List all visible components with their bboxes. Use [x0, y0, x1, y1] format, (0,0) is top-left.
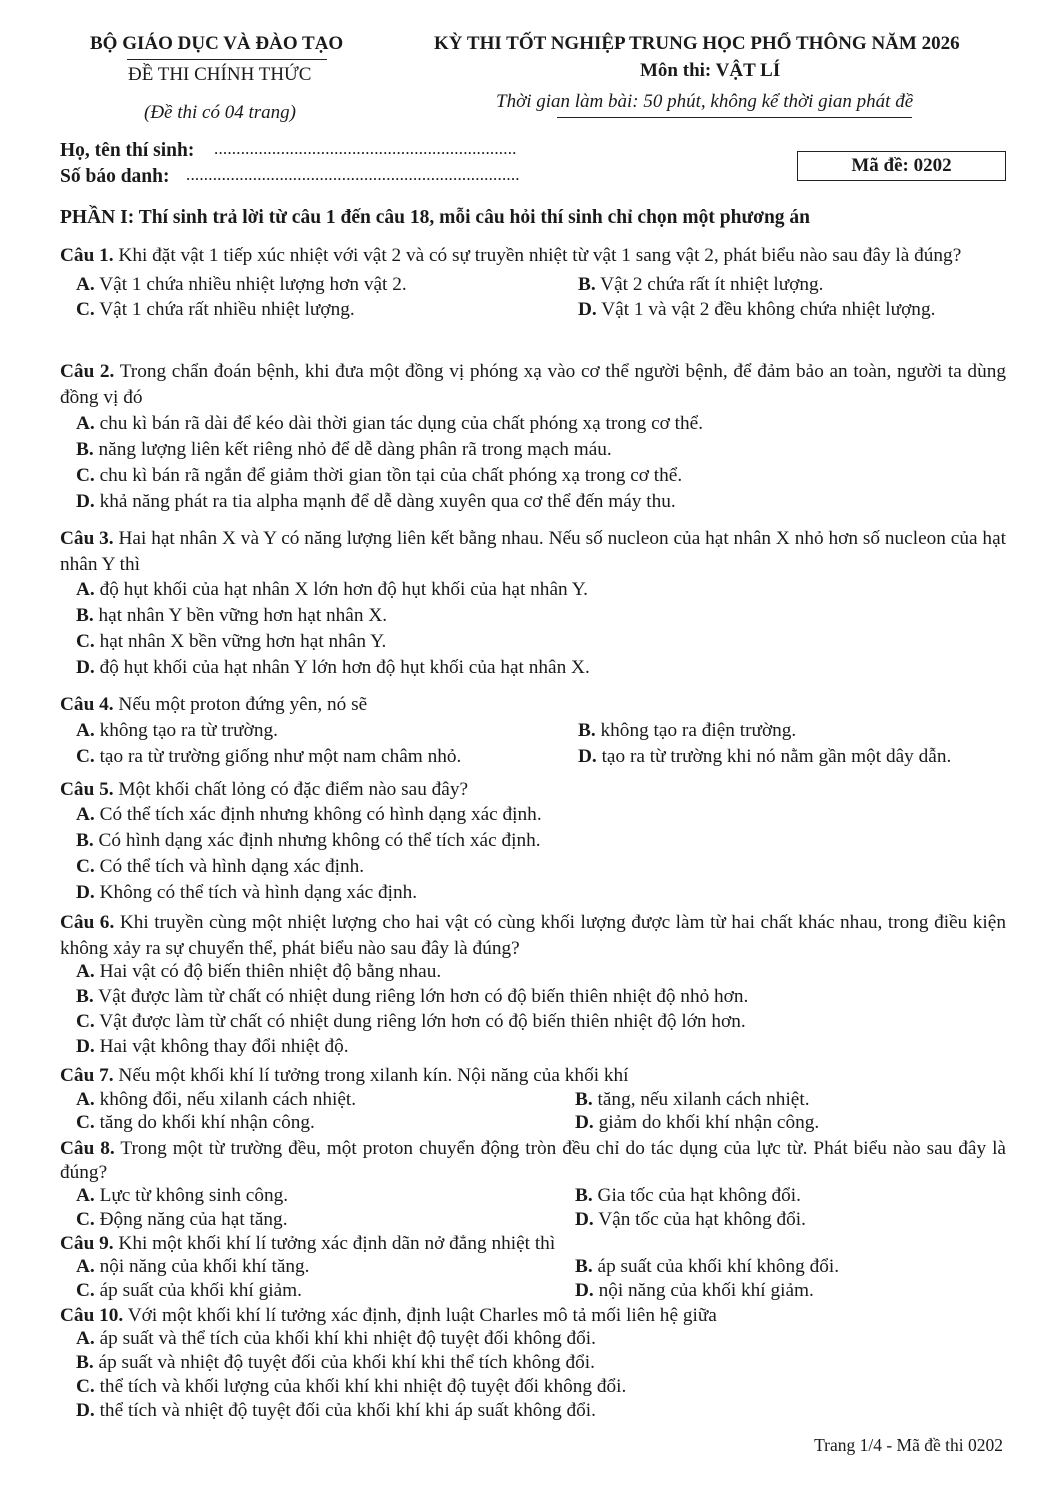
option-a: A. không đổi, nếu xilanh cách nhiệt. [76, 1088, 357, 1110]
question-number: Câu 3. [60, 528, 114, 549]
option-d: D. tạo ra từ trường khi nó nằm gần một dây dẫn. [578, 745, 952, 767]
section-heading: PHẦN I: Thí sinh trả lời từ câu 1 đến câu 18, mỗi câu hỏi thí sinh chỉ chọn một phương án [60, 207, 811, 228]
question-number: Câu 10. [60, 1305, 124, 1326]
pages-note: (Đề thi có 04 trang) [144, 102, 296, 123]
option-a: A. Lực từ không sinh công. [76, 1185, 289, 1206]
option-c: C. Có thể tích và hình dạng xác định. [76, 855, 365, 877]
option-a: A. áp suất và thể tích của khối khí khi nhiệt độ tuyệt đối không đổi. [76, 1328, 596, 1349]
question-number: Câu 1. [60, 245, 114, 266]
option-a: A. nội năng của khối khí tăng. [76, 1256, 310, 1277]
option-c: C. thể tích và khối lượng của khối khí khi nhiệt độ tuyệt đối không đổi. [76, 1376, 627, 1397]
option-d: D. Không có thể tích và hình dạng xác định. [76, 881, 418, 903]
option-d: D. nội năng của khối khí giảm. [575, 1280, 814, 1301]
exam-title: KỲ THI TỐT NGHIỆP TRUNG HỌC PHỔ THÔNG NĂM 2026 [434, 33, 960, 54]
exam-code-box: Mã đề: 0202 [797, 151, 1006, 181]
option-b: B. tăng, nếu xilanh cách nhiệt. [575, 1088, 810, 1110]
question-text: Nếu một proton đứng yên, nó sẽ [118, 694, 368, 715]
candidate-id-label: Số báo danh: [60, 166, 170, 187]
option-b: B. năng lượng liên kết riêng nhỏ để dễ dàng phân rã trong mạch máu. [76, 439, 612, 460]
question-number: Câu 6. [60, 912, 115, 933]
question-9 [60, 1232, 1006, 1301]
option-d: D. Vật 1 và vật 2 đều không chứa nhiệt lượng. [578, 298, 936, 320]
option-a: A. không tạo ra từ trường. [76, 719, 278, 741]
option-a: A. độ hụt khối của hạt nhân X lớn hơn độ hụt khối của hạt nhân Y. [76, 579, 589, 600]
question-4 [60, 692, 1006, 767]
question-8 [60, 1137, 1006, 1230]
option-a: A. Có thể tích xác định nhưng không có hình dạng xác định. [76, 803, 542, 825]
ministry-name: BỘ GIÁO DỤC VÀ ĐÀO TẠO [90, 33, 344, 54]
question-2 [60, 359, 1006, 512]
question-text: Trong chẩn đoán bệnh, khi đưa một đồng vị phóng xạ vào cơ thể người bệnh, để đảm bảo an toàn, người ta dùng đồng vị đó [60, 361, 1006, 408]
option-b: B. không tạo ra điện trường. [578, 719, 797, 741]
option-d: D. Hai vật không thay đổi nhiệt độ. [76, 1036, 349, 1057]
option-b: B. Có hình dạng xác định nhưng không có thể tích xác định. [76, 829, 541, 851]
option-b: B. áp suất và nhiệt độ tuyệt đối của khối khí khi thể tích không đổi. [76, 1352, 595, 1373]
option-c: C. tăng do khối khí nhận công. [76, 1111, 315, 1133]
option-c: C. áp suất của khối khí giảm. [76, 1280, 302, 1301]
question-number: Câu 9. [60, 1233, 114, 1254]
option-d: D. giảm do khối khí nhận công. [575, 1111, 820, 1133]
option-b: B. Vật 2 chứa rất ít nhiệt lượng. [578, 273, 824, 295]
question-number: Câu 4. [60, 694, 114, 715]
option-b: B. áp suất của khối khí không đổi. [575, 1256, 840, 1277]
page-footer: Trang 1/4 - Mã đề thi 0202 [814, 1435, 1003, 1455]
question-text: Hai hạt nhân X và Y có năng lượng liên kết bằng nhau. Nếu số nucleon của hạt nhân X nhỏ hơn số nucleon của hạt nhân Y thì [60, 528, 1006, 575]
question-number: Câu 5. [60, 779, 114, 800]
ministry-underline [127, 59, 327, 60]
question-number: Câu 7. [60, 1065, 114, 1086]
question-text: Một khối chất lỏng có đặc điểm nào sau đây? [118, 779, 469, 800]
subject: Môn thi: VẬT LÍ [640, 60, 781, 81]
question-text: Khi đặt vật 1 tiếp xúc nhiệt với vật 2 và có sự truyền nhiệt từ vật 1 sang vật 2, phát biểu nào sau đây là đúng? [118, 245, 962, 266]
question-text: Trong một từ trường đều, một proton chuyển động tròn đều chỉ do tác dụng của lực từ. Phát biểu nào sau đây là đúng? [60, 1138, 1006, 1183]
question-text: Khi truyền cùng một nhiệt lượng cho hai vật có cùng khối lượng được làm từ hai chất khác nhau, trong điều kiện không xảy ra sự chuyển thể, phát biểu nào sau đây là đúng? [60, 912, 1006, 959]
question-1 [60, 243, 1006, 320]
option-d: D. độ hụt khối của hạt nhân Y lớn hơn độ hụt khối của hạt nhân X. [76, 657, 590, 678]
question-text: Khi một khối khí lí tưởng xác định dãn nở đẳng nhiệt thì [118, 1233, 556, 1254]
option-c: C. Vật 1 chứa rất nhiều nhiệt lượng. [76, 298, 355, 320]
option-c: C. chu kì bán rã ngắn để giảm thời gian tồn tại của chất phóng xạ trong cơ thể. [76, 465, 683, 486]
option-c: C. Động năng của hạt tăng. [76, 1209, 288, 1230]
option-d: D. thể tích và nhiệt độ tuyệt đối của khối khí khi áp suất không đổi. [76, 1400, 596, 1421]
option-a: A. Hai vật có độ biến thiên nhiệt độ bằng nhau. [76, 961, 442, 982]
candidate-id-dots: ........................................................................... [186, 165, 520, 184]
option-a: A. chu kì bán rã dài để kéo dài thời gian tác dụng của chất phóng xạ trong cơ thể. [76, 413, 704, 434]
option-d: D. Vận tốc của hạt không đổi. [575, 1209, 806, 1230]
option-c: C. hạt nhân X bền vững hơn hạt nhân Y. [76, 631, 387, 652]
option-d: D. khả năng phát ra tia alpha mạnh để dễ dàng xuyên qua cơ thể đến máy thu. [76, 491, 676, 512]
question-3 [60, 526, 1006, 678]
exam-time: Thời gian làm bài: 50 phút, không kể thời gian phát đề [496, 91, 914, 112]
question-10 [60, 1304, 1006, 1421]
option-c: C. tạo ra từ trường giống như một nam châm nhỏ. [76, 745, 462, 767]
option-a: A. Vật 1 chứa nhiều nhiệt lượng hơn vật 2. [76, 273, 407, 295]
question-7 [60, 1063, 1006, 1133]
option-b: B. hạt nhân Y bền vững hơn hạt nhân X. [76, 605, 388, 626]
option-c: C. Vật được làm từ chất có nhiệt dung riêng lớn hơn có độ biến thiên nhiệt độ lớn hơn. [76, 1011, 746, 1032]
option-b: B. Gia tốc của hạt không đổi. [575, 1185, 801, 1206]
question-text: Nếu một khối khí lí tưởng trong xilanh kín. Nội năng của khối khí [118, 1065, 629, 1086]
candidate-name-label: Họ, tên thí sinh: [60, 140, 195, 161]
option-b: B. Vật được làm từ chất có nhiệt dung riêng lớn hơn có độ biến thiên nhiệt độ nhỏ hơn. [76, 986, 749, 1007]
time-underline [557, 117, 912, 118]
question-5 [60, 777, 1006, 903]
question-number: Câu 8. [60, 1138, 115, 1159]
question-text: Với một khối khí lí tưởng xác định, định luật Charles mô tả mối liên hệ giữa [127, 1305, 717, 1326]
question-number: Câu 2. [60, 361, 115, 382]
question-6 [60, 910, 1006, 1057]
candidate-name-dots: .................................................................... [214, 139, 517, 158]
official-label: ĐỀ THI CHÍNH THỨC [128, 64, 312, 85]
